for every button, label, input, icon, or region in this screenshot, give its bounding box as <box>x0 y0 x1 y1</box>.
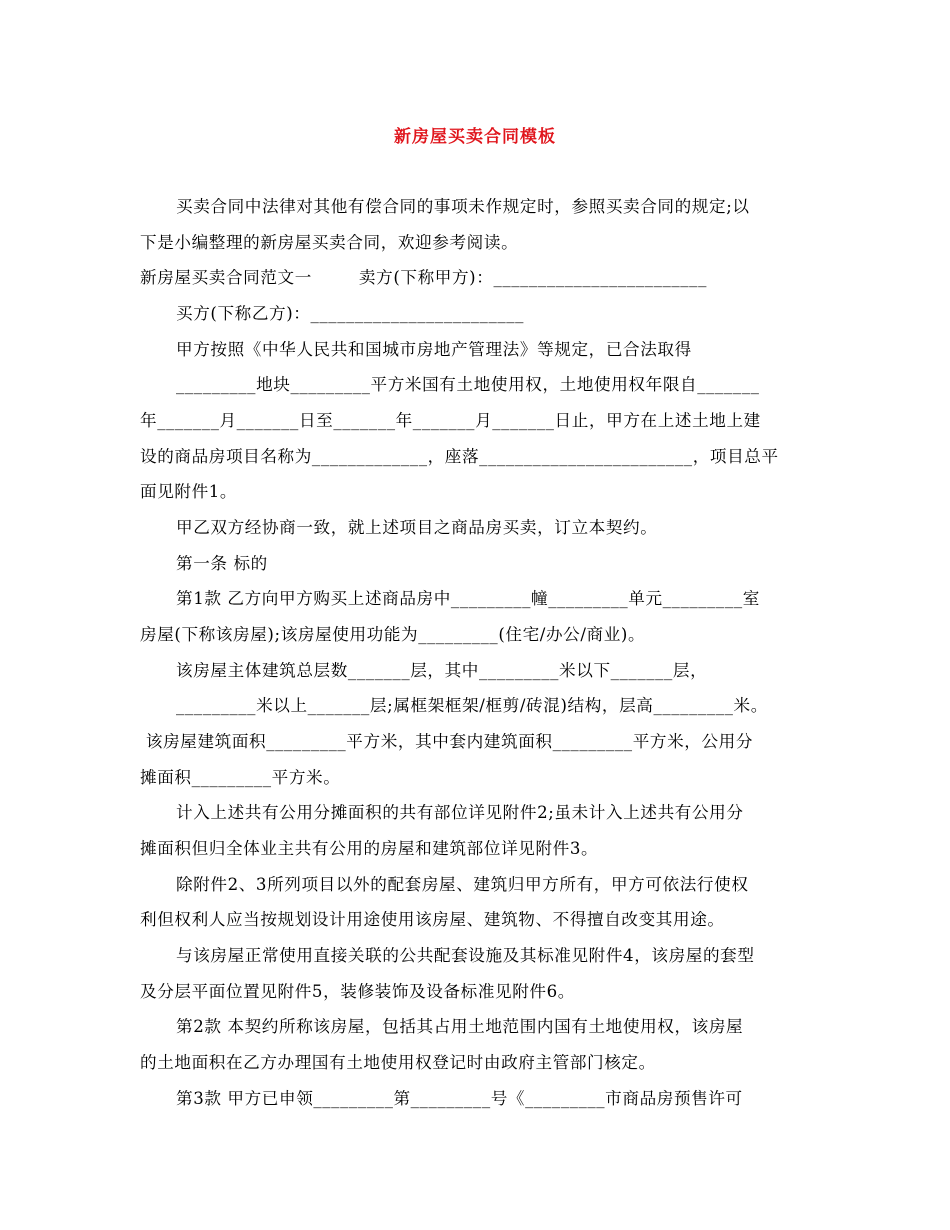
section-heading: 第一条 标的 <box>176 554 268 573</box>
paragraph-line: 第1款 乙方向甲方购买上述商品房中_________幢_________单元_________室 <box>176 589 760 608</box>
paragraph-line: _________地块_________平方米国有土地使用权，土地使用权年限自_______ <box>176 375 760 394</box>
paragraph-line: 计入上述共有公用分摊面积的共有部位详见附件2;虽未计入上述共有公用分 <box>176 803 744 822</box>
paragraph-line: 摊面积_________平方米。 <box>140 768 341 787</box>
paragraph-line: 与该房屋正常使用直接关联的公共配套设施及其标准见附件4，该房屋的套型 <box>176 946 755 965</box>
paragraph-line: 摊面积但归全体业主共有公用的房屋和建筑部位详见附件3。 <box>140 839 599 858</box>
paragraph-line: 除附件2、3所列项目以外的配套房屋、建筑归甲方所有，甲方可依法行使权 <box>176 875 749 894</box>
paragraph-line: 及分层平面位置见附件5，装修装饰及设备标准见附件6。 <box>140 982 575 1001</box>
paragraph-line: 甲方按照《中华人民共和国城市房地产管理法》等规定，已合法取得 <box>176 340 692 359</box>
paragraph-line: 该房屋建筑面积_________平方米，其中套内建筑面积_________平方米，公用分 <box>140 732 754 751</box>
paragraph-line: 利但权利人应当按规划设计用途使用该房屋、建筑物、不得擅自改变其用途。 <box>140 910 725 929</box>
paragraph-line: 该房屋主体建筑总层数_______层，其中_________米以下_______层， <box>176 661 708 680</box>
paragraph-line: 买方(下称乙方)：________________________ <box>176 304 525 323</box>
paragraph-line: 年_______月_______日至_______年_______月_______日止，甲方在上述土地上建 <box>140 411 761 430</box>
paragraph-line: 下是小编整理的新房屋买卖合同，欢迎参考阅读。 <box>140 233 519 252</box>
paragraph-line: 第3款 甲方已申领_________第_________号《_________市商品房预售许可 <box>176 1089 743 1108</box>
paragraph-line: 买卖合同中法律对其他有偿合同的事项未作规定时，参照买卖合同的规定;以 <box>176 197 750 216</box>
paragraph-line: 的土地面积在乙方办理国有土地使用权登记时由政府主管部门核定。 <box>140 1053 656 1072</box>
paragraph-line: _________米以上_______层;属框架框架/框剪/砖混)结构，层高_________米。 <box>176 696 768 715</box>
paragraph-line: 甲乙双方经协商一致，就上述项目之商品房买卖，订立本契约。 <box>176 518 658 537</box>
paragraph-line: 新房屋买卖合同范文一 卖方(下称甲方)：________________________ <box>140 268 707 287</box>
document-title: 新房屋买卖合同模板 <box>394 127 556 147</box>
paragraph-line: 第2款 本契约所称该房屋，包括其占用土地范围内国有土地使用权，该房屋 <box>176 1017 744 1036</box>
paragraph-line: 房屋(下称该房屋);该房屋使用功能为_________(住宅/办公/商业)。 <box>140 625 646 644</box>
paragraph-line: 设的商品房项目名称为_____________，座落________________________，项目总平 <box>140 447 779 466</box>
paragraph-line: 面见附件1。 <box>140 482 238 501</box>
